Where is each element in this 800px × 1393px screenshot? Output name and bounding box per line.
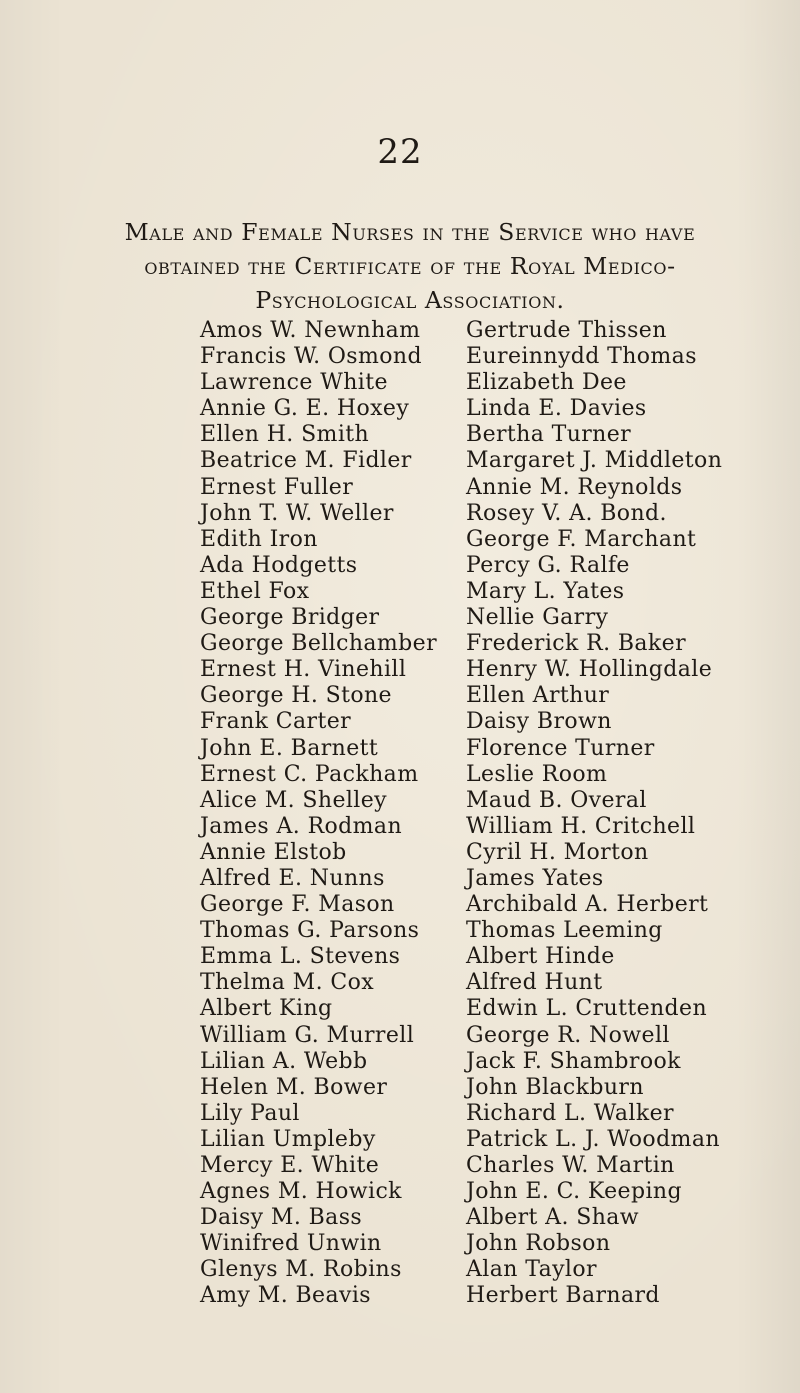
list-item: George F. Mason	[200, 892, 395, 918]
list-item: Ernest Fuller	[200, 474, 354, 500]
list-item: Helen M. Bower	[200, 1074, 388, 1100]
list-item: Albert A. Shaw	[466, 1205, 640, 1231]
list-item: Archibald A. Herbert	[466, 892, 709, 918]
list-item: Alan Taylor	[466, 1257, 597, 1283]
list-item: Rosey V. A. Bond.	[466, 500, 667, 526]
list-item: John E. Barnett	[200, 735, 379, 761]
list-item: Gertrude Thissen	[466, 318, 667, 343]
list-item: Lilian Umpleby	[200, 1126, 376, 1152]
right-name-column	[466, 318, 722, 1310]
list-item: Alfred E. Nunns	[200, 865, 385, 891]
list-item: Lily Paul	[200, 1100, 300, 1126]
list-item: Ethel Fox	[200, 578, 310, 604]
list-item: Amy M. Beavis	[200, 1283, 371, 1309]
list-item: Thomas G. Parsons	[200, 918, 420, 944]
list-item: Frederick R. Baker	[466, 631, 687, 657]
list-item: Jack F. Shambrook	[466, 1048, 681, 1074]
list-item: George R. Nowell	[466, 1022, 670, 1048]
list-item: Frank Carter	[200, 709, 352, 735]
list-item: Lawrence White	[200, 370, 388, 396]
list-item: Alice M. Shelley	[200, 787, 387, 813]
list-item: Margaret J. Middleton	[466, 448, 723, 474]
list-item: Charles W. Martin	[466, 1153, 675, 1178]
list-item: Maud B. Overal	[466, 787, 647, 813]
list-item: George F. Marchant	[466, 526, 697, 552]
list-item: Ernest C. Packham	[200, 761, 419, 787]
list-item: Albert Hinde	[466, 944, 615, 970]
list-item: Emma L. Stevens	[200, 944, 401, 970]
list-item: Annie Elstob	[200, 839, 347, 865]
list-item: James Yates	[466, 865, 604, 891]
list-item: John E. C. Keeping	[466, 1179, 682, 1205]
list-item: George H. Stone	[200, 683, 392, 709]
list-item: Lilian A. Webb	[200, 1048, 368, 1074]
list-item: Annie G. E. Hoxey	[200, 396, 410, 422]
list-item: Daisy Brown	[466, 709, 612, 735]
list-item: Henry W. Hollingdale	[466, 657, 713, 683]
list-item: Glenys M. Robins	[200, 1257, 402, 1283]
list-item: John Robson	[466, 1231, 611, 1257]
list-item: Herbert Barnard	[466, 1283, 660, 1309]
list-item: William G. Murrell	[200, 1022, 415, 1048]
list-item: Mercy E. White	[200, 1153, 380, 1178]
list-item: Richard L. Walker	[466, 1100, 674, 1126]
list-item: Linda E. Davies	[466, 396, 647, 422]
heading-line-1: Male and Female Nurses in the Service who have	[124, 218, 696, 246]
list-item: Albert King	[200, 996, 333, 1022]
list-item: Patrick L. J. Woodman	[466, 1126, 720, 1152]
list-item: Percy G. Ralfe	[466, 552, 630, 578]
list-item: Alfred Hunt	[466, 970, 603, 996]
list-item: Nellie Garry	[466, 605, 609, 631]
list-item: Bertha Turner	[466, 422, 632, 448]
list-item: George Bellchamber	[200, 631, 437, 657]
list-item: Ellen Arthur	[466, 683, 610, 709]
list-item: Cyril H. Morton	[466, 839, 649, 865]
list-item: Winifred Unwin	[200, 1231, 382, 1257]
list-item: Francis W. Osmond	[200, 344, 422, 370]
page-number: 22	[377, 132, 423, 172]
list-item: Amos W. Newnham	[200, 318, 421, 343]
list-item: Annie M. Reynolds	[466, 474, 683, 500]
heading-line-2: obtained the Certificate of the Royal Medico-	[144, 252, 676, 280]
list-item: John T. W. Weller	[200, 500, 394, 526]
list-item: John Blackburn	[466, 1074, 644, 1100]
list-item: Eureinnydd Thomas	[466, 344, 697, 370]
list-item: James A. Rodman	[200, 813, 403, 839]
list-item: Ernest H. Vinehill	[200, 657, 407, 683]
list-item: Mary L. Yates	[466, 578, 625, 604]
list-item: Florence Turner	[466, 735, 655, 761]
list-item: Agnes M. Howick	[200, 1179, 402, 1205]
list-item: Daisy M. Bass	[200, 1205, 363, 1231]
list-item: Elizabeth Dee	[466, 370, 627, 396]
list-item: Edith Iron	[200, 526, 318, 552]
list-item: Leslie Room	[466, 761, 608, 787]
heading-line-3: Psychological Association.	[255, 286, 565, 314]
list-item: George Bridger	[200, 605, 380, 631]
list-item: Edwin L. Cruttenden	[466, 996, 708, 1022]
list-item: Ellen H. Smith	[200, 422, 370, 448]
list-item: Ada Hodgetts	[200, 552, 358, 578]
list-item: Thomas Leeming	[466, 918, 663, 944]
list-item: Thelma M. Cox	[200, 970, 375, 996]
left-name-column	[200, 318, 437, 1310]
list-item: William H. Critchell	[466, 813, 696, 839]
list-item: Beatrice M. Fidler	[200, 448, 412, 474]
section-heading	[60, 215, 760, 317]
